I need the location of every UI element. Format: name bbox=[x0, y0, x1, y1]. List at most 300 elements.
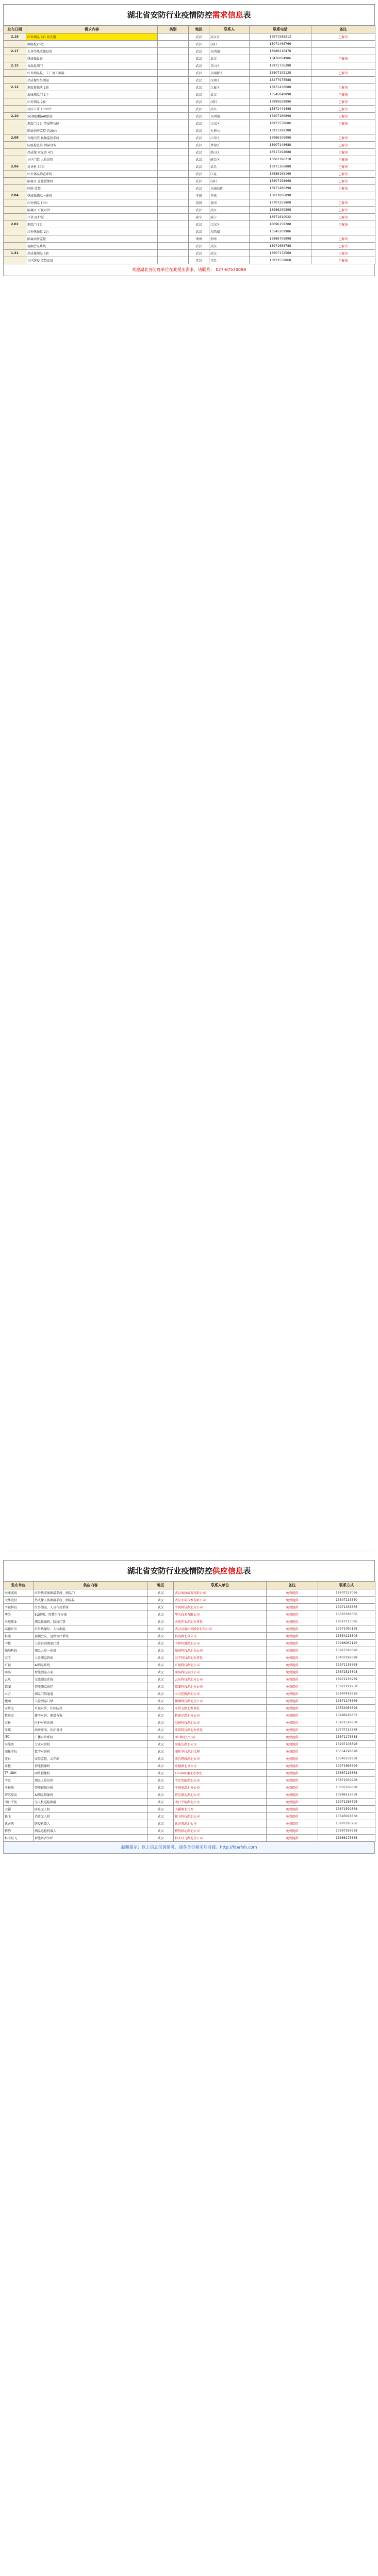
demand-date-cell bbox=[4, 77, 26, 84]
supply-content-cell: 测温人脸识别 bbox=[34, 1777, 148, 1784]
supply-content-cell: 无感测温系统 bbox=[34, 1676, 148, 1683]
supply-phone-cell[interactable]: 13627219958 bbox=[318, 1683, 375, 1690]
supply-company-cell: 科大讯飞 bbox=[4, 1835, 34, 1842]
supply-city-cell: 武汉 bbox=[148, 1604, 174, 1611]
supply-phone-cell[interactable]: 13971288798 bbox=[318, 1799, 375, 1806]
supply-content-cell: 测温巡检机器人 bbox=[34, 1827, 148, 1835]
demand-category-cell bbox=[158, 62, 189, 70]
demand-category-cell bbox=[158, 55, 189, 62]
supply-company-cell: 旷视 bbox=[4, 1662, 34, 1669]
demand-phone-cell[interactable]: 13872558868 bbox=[250, 257, 311, 264]
demand-phone-cell[interactable]: 18696158288 bbox=[250, 221, 311, 228]
demand-column-header: 地区 bbox=[189, 26, 209, 33]
supply-remark-cell: 免费提供 bbox=[267, 1770, 318, 1777]
demand-contact-cell: 江汉区 bbox=[209, 120, 250, 127]
supply-content-cell: 智能测温布控 bbox=[34, 1683, 148, 1690]
supply-content-cell: 网络摄像机 bbox=[34, 1770, 148, 1777]
demand-content-cell: 5G测温帽/AR眼镜 bbox=[26, 113, 158, 120]
supply-phone-cell[interactable]: 13971095138 bbox=[318, 1625, 375, 1633]
demand-column-header: 类别 bbox=[158, 26, 189, 33]
supply-remark-cell: 免费提供 bbox=[267, 1755, 318, 1762]
supply-phone-cell[interactable]: 13607168888 bbox=[318, 1784, 375, 1791]
demand-category-cell bbox=[158, 106, 189, 113]
demand-category-cell bbox=[158, 228, 189, 235]
demand-status-cell bbox=[311, 192, 375, 199]
demand-status-cell bbox=[311, 48, 375, 55]
supply-column-header: 供应内容 bbox=[34, 1582, 148, 1589]
demand-date-cell bbox=[4, 55, 26, 62]
supply-city-cell: 武汉 bbox=[148, 1835, 174, 1842]
supply-contact-org-cell: 安居宝湖北办事处 bbox=[174, 1705, 267, 1712]
demand-city-cell: 武汉 bbox=[189, 98, 209, 106]
supply-phone-cell[interactable]: 13807133580 bbox=[318, 1597, 375, 1604]
supply-phone-cell[interactable]: 13971338866 bbox=[318, 1604, 375, 1611]
supply-city-cell: 武汉 bbox=[148, 1676, 174, 1683]
demand-table-row bbox=[4, 199, 375, 207]
supply-company-cell: 优必选 bbox=[4, 1820, 34, 1827]
supply-table-row bbox=[4, 1748, 375, 1755]
demand-city-cell: 武汉 bbox=[189, 33, 209, 41]
supply-contact-org-cell: 宇视科技湖北分公司 bbox=[174, 1604, 267, 1611]
supply-phone-cell[interactable]: 13667218868 bbox=[318, 1770, 375, 1777]
demand-content-cell: 红外测温仪、工厂复工测温 bbox=[26, 70, 158, 77]
supply-remark-cell: 免费提供 bbox=[267, 1690, 318, 1698]
demand-phone-cell[interactable]: 13971366888 bbox=[250, 163, 311, 171]
demand-contact-cell: 武昌 bbox=[209, 163, 250, 171]
demand-phone-cell[interactable]: 15871441488 bbox=[250, 106, 311, 113]
demand-status-cell: 已解决 bbox=[311, 91, 375, 98]
demand-category-cell bbox=[158, 77, 189, 84]
demand-content-cell: 隔离点 监控摄像机 bbox=[26, 178, 158, 185]
supply-table-row bbox=[4, 1647, 375, 1654]
demand-content-cell: 热成像设备 bbox=[26, 55, 158, 62]
demand-footnote-phone[interactable]: 027-87570098 bbox=[216, 267, 246, 272]
supply-phone-cell[interactable]: 13707113288 bbox=[318, 1726, 375, 1734]
demand-title bbox=[3, 4, 375, 25]
supply-company-cell: ITC bbox=[4, 1734, 34, 1741]
supply-remark-cell: 免费提供 bbox=[267, 1640, 318, 1647]
demand-column-header: 联系人 bbox=[209, 26, 250, 33]
demand-header-row bbox=[4, 26, 375, 33]
supply-table-row bbox=[4, 1827, 375, 1835]
supply-remark-cell: 免费提供 bbox=[267, 1835, 318, 1842]
demand-phone-cell[interactable]: 13207186898 bbox=[250, 113, 311, 120]
supply-phone-cell[interactable]: 13437196698 bbox=[318, 1654, 375, 1662]
supply-company-cell: 千视通 bbox=[4, 1784, 34, 1791]
supply-phone-cell[interactable]: 13554056698 bbox=[318, 1705, 375, 1712]
supply-phone-cell[interactable]: 13871248866 bbox=[318, 1698, 375, 1705]
supply-company-cell: 猎豹 bbox=[4, 1827, 34, 1835]
demand-phone-cell[interactable]: 13971299388 bbox=[250, 127, 311, 134]
supply-phone-cell[interactable]: 13886178868 bbox=[318, 1835, 375, 1842]
demand-phone-cell[interactable]: 13807193128 bbox=[250, 70, 311, 77]
supply-city-cell: 武汉 bbox=[148, 1734, 174, 1741]
supply-city-cell: 武汉 bbox=[148, 1813, 174, 1820]
supply-phone-cell[interactable]: 13807185966 bbox=[318, 1820, 375, 1827]
supply-contact-org-cell: 科大讯飞湖北分公司 bbox=[174, 1835, 267, 1842]
supply-contact-org-cell: 武汉海康威视有限公司 bbox=[174, 1589, 267, 1597]
supply-table-row bbox=[4, 1618, 375, 1625]
demand-contact-cell: 青山区 bbox=[209, 62, 250, 70]
demand-content-cell: 体温检测门 bbox=[26, 62, 158, 70]
supply-table-row bbox=[4, 1762, 375, 1770]
demand-table-row bbox=[4, 250, 375, 257]
demand-city-cell: 武汉 bbox=[189, 70, 209, 77]
demand-content-cell: 社区防疫 监控设备 bbox=[26, 257, 158, 264]
supply-contact-org-cell: TP-LINK湖北办事处 bbox=[174, 1770, 267, 1777]
supply-company-cell: 萤石 bbox=[4, 1755, 34, 1762]
demand-phone-cell[interactable]: 13971588213 bbox=[250, 33, 311, 41]
demand-contact-cell: 汉阳 bbox=[209, 41, 250, 48]
demand-content-cell: 社区口罩 1000个 bbox=[26, 106, 158, 113]
supply-phone-cell[interactable]: 13986218852 bbox=[318, 1712, 375, 1719]
demand-footnote bbox=[3, 264, 375, 276]
supply-remark-cell: 免费提供 bbox=[267, 1705, 318, 1712]
supply-contact-org-cell: 科达湖北分公司 bbox=[174, 1633, 267, 1640]
supply-city-cell: 武汉 bbox=[148, 1647, 174, 1654]
demand-phone-cell[interactable]: 13607172568 bbox=[250, 250, 311, 257]
demand-date-cell: 2.10 bbox=[4, 113, 26, 120]
supply-content-cell: 视频会议、远程诊疗系统 bbox=[34, 1633, 148, 1640]
supply-contact-org-cell: 华为技术有限公司 bbox=[174, 1611, 267, 1618]
demand-table-row bbox=[4, 243, 375, 250]
supply-contact-org-cell: 武汉高德红外股份有限公司 bbox=[174, 1625, 267, 1633]
demand-phone-cell[interactable]: 13986299398 bbox=[250, 207, 311, 214]
supply-contact-org-cell: 海能达湖北公司 bbox=[174, 1741, 267, 1748]
demand-phone-cell[interactable]: 13871436688 bbox=[250, 84, 311, 91]
demand-contact-cell: 东湖高新 bbox=[209, 185, 250, 192]
supply-phone-cell[interactable]: 13971136568 bbox=[318, 1662, 375, 1669]
supply-table-row bbox=[4, 1611, 375, 1618]
demand-table-row bbox=[4, 113, 375, 120]
demand-contact-cell: 孝感 bbox=[209, 192, 250, 199]
demand-status-cell: 已解决 bbox=[311, 163, 375, 171]
supply-city-cell: 武汉 bbox=[148, 1770, 174, 1777]
demand-phone-cell[interactable]: 13476004986 bbox=[250, 55, 311, 62]
demand-date-cell: 2.17 bbox=[4, 48, 26, 55]
demand-category-cell bbox=[158, 33, 189, 41]
supply-content-cell: 广播对讲系统 bbox=[34, 1734, 148, 1741]
supply-content-cell: 消毒无人机 bbox=[34, 1813, 148, 1820]
demand-date-cell: 1.31 bbox=[4, 250, 26, 257]
demand-title-highlight: 需求信息 bbox=[212, 10, 243, 20]
supply-company-cell: 宇泛 bbox=[4, 1777, 34, 1784]
demand-phone-cell[interactable]: 13871736288 bbox=[250, 62, 311, 70]
supply-phone-cell[interactable]: 13872515808 bbox=[318, 1669, 375, 1676]
supply-phone-cell[interactable]: 13971668896 bbox=[318, 1762, 375, 1770]
demand-phone-cell[interactable]: 13971658788 bbox=[250, 243, 311, 250]
demand-category-cell bbox=[158, 142, 189, 149]
supply-content-cell: 测温门禁通道 bbox=[34, 1690, 148, 1698]
supply-column-header: 联系人单位 bbox=[174, 1582, 267, 1589]
supply-phone-cell[interactable]: 15927318890 bbox=[318, 1647, 375, 1654]
supply-content-cell: 红外热成像测温系统、测温门 bbox=[34, 1589, 148, 1597]
demand-date-cell bbox=[4, 235, 26, 243]
demand-date-cell bbox=[4, 199, 26, 207]
demand-table-row bbox=[4, 142, 375, 149]
demand-phone-cell[interactable]: 13872006898 bbox=[250, 192, 311, 199]
supply-phone-cell[interactable]: 13871039968 bbox=[318, 1777, 375, 1784]
demand-phone-cell[interactable]: 18986216478 bbox=[250, 48, 311, 55]
supply-contact-org-cell: 智芯原动湖北公司 bbox=[174, 1791, 267, 1799]
demand-status-cell bbox=[311, 127, 375, 134]
demand-contact-cell: 硚口区 bbox=[209, 156, 250, 163]
demand-content-cell: 红外热像仪 2台 bbox=[26, 228, 158, 235]
demand-table-row bbox=[4, 149, 375, 156]
demand-table-row bbox=[4, 207, 375, 214]
supply-phone-cell[interactable]: 18971236989 bbox=[318, 1676, 375, 1683]
supply-city-cell: 武汉 bbox=[148, 1791, 174, 1799]
demand-date-cell: 2.06 bbox=[4, 163, 26, 171]
demand-contact-cell: 洪山区 bbox=[209, 149, 250, 156]
demand-column-header: 联系电话 bbox=[250, 26, 311, 33]
demand-table-row bbox=[4, 48, 375, 55]
demand-contact-cell: 江岸区 bbox=[209, 134, 250, 142]
supply-phone-cell[interactable]: 13986122638 bbox=[318, 1791, 375, 1799]
supply-city-cell: 武汉 bbox=[148, 1611, 174, 1618]
demand-contact-cell: 武昌 bbox=[209, 106, 250, 113]
demand-city-cell: 武汉 bbox=[189, 149, 209, 156]
supply-phone-cell[interactable]: 13986067126 bbox=[318, 1640, 375, 1647]
supply-company-cell: 云从 bbox=[4, 1676, 34, 1683]
demand-contact-cell: 汉阳 bbox=[209, 98, 250, 106]
demand-content-cell: 热成像测温一体机 bbox=[26, 192, 158, 199]
demand-contact-cell: 武汉市 bbox=[209, 33, 250, 41]
demand-content-cell: 红外体温筛查系统 bbox=[26, 171, 158, 178]
demand-date-cell bbox=[4, 120, 26, 127]
supply-phone-cell[interactable]: 13697356698 bbox=[318, 1827, 375, 1835]
supply-table-row bbox=[4, 1662, 375, 1669]
supply-city-cell: 武汉 bbox=[148, 1633, 174, 1640]
supply-company-cell: TP-LINK bbox=[4, 1770, 34, 1777]
demand-city-cell: 武汉 bbox=[189, 77, 209, 84]
supply-city-cell: 武汉 bbox=[148, 1690, 174, 1698]
supply-table-row bbox=[4, 1806, 375, 1813]
supply-remark-cell: 免费提供 bbox=[267, 1611, 318, 1618]
supply-content-cell: 防疫无人机 bbox=[34, 1806, 148, 1813]
demand-date-cell bbox=[4, 98, 26, 106]
demand-phone-cell[interactable]: 13607196218 bbox=[250, 156, 311, 163]
demand-table-body bbox=[4, 33, 375, 264]
demand-category-cell bbox=[158, 70, 189, 77]
supply-phone-cell[interactable]: 13871175688 bbox=[318, 1734, 375, 1741]
supply-table-row bbox=[4, 1669, 375, 1676]
demand-content-cell: 防疫检查站 测温设备 bbox=[26, 142, 158, 149]
supply-remark-cell: 免费提供 bbox=[267, 1618, 318, 1625]
demand-column-header: 发布日期 bbox=[4, 26, 26, 33]
demand-phone-cell[interactable]: 13971810022 bbox=[250, 214, 311, 221]
demand-date-cell bbox=[4, 214, 26, 221]
supply-column-header: 备注 bbox=[267, 1582, 318, 1589]
demand-content-cell: 热成像 双光谱 4台 bbox=[26, 149, 158, 156]
supply-remark-cell: 免费提供 bbox=[267, 1820, 318, 1827]
supply-phone-cell[interactable]: 13971519838 bbox=[318, 1719, 375, 1726]
demand-phone-cell[interactable]: 13545209986 bbox=[250, 228, 311, 235]
demand-phone-cell[interactable]: 13517294688 bbox=[250, 149, 311, 156]
demand-city-cell: 武汉 bbox=[189, 113, 209, 120]
demand-table-row bbox=[4, 62, 375, 70]
supply-company-cell: 科达 bbox=[4, 1633, 34, 1640]
demand-city-cell: 武汉 bbox=[189, 171, 209, 178]
supply-phone-cell[interactable]: 13545158868 bbox=[318, 1755, 375, 1762]
supply-remark-cell: 免费提供 bbox=[267, 1625, 318, 1633]
demand-phone-cell[interactable]: 13886185166 bbox=[250, 171, 311, 178]
supply-company-cell: 明日宇航 bbox=[4, 1799, 34, 1806]
supply-contact-org-cell: 旷视科技湖北公司 bbox=[174, 1662, 267, 1669]
supply-company-cell: 冠林 bbox=[4, 1719, 34, 1726]
demand-table-row bbox=[4, 178, 375, 185]
supply-content-cell: 人脸测温终端 bbox=[34, 1654, 148, 1662]
demand-phone-cell[interactable]: 13707255808 bbox=[250, 199, 311, 207]
supply-content-cell: 5G视频、智慧医疗方案 bbox=[34, 1611, 148, 1618]
supply-remark-cell: 免费提供 bbox=[267, 1806, 318, 1813]
demand-category-cell bbox=[158, 120, 189, 127]
demand-table-row bbox=[4, 70, 375, 77]
supply-table-row bbox=[4, 1835, 375, 1842]
demand-status-cell: 已解决 bbox=[311, 178, 375, 185]
supply-column-header: 地区 bbox=[148, 1582, 174, 1589]
demand-date-cell: 2.19 bbox=[4, 33, 26, 41]
supply-content-cell: 测温人脸一体机 bbox=[34, 1647, 148, 1654]
demand-content-cell: 测温门 2台 带报警功能 bbox=[26, 120, 158, 127]
supply-contact-org-cell: 武汉大华技术有限公司 bbox=[174, 1597, 267, 1604]
supply-table-row bbox=[4, 1791, 375, 1799]
demand-contact-cell: 江汉区 bbox=[209, 221, 250, 228]
demand-city-cell: 宜昌 bbox=[189, 257, 209, 264]
supply-table-row bbox=[4, 1719, 375, 1726]
demand-content-cell: 测温门 3台 bbox=[26, 221, 158, 228]
supply-content-cell: 病房呼叫、医护对讲 bbox=[34, 1726, 148, 1734]
supply-phone-cell[interactable]: 13871599868 bbox=[318, 1806, 375, 1813]
demand-date-cell bbox=[4, 228, 26, 235]
demand-date-cell: 2.15 bbox=[4, 62, 26, 70]
supply-remark-cell: 免费提供 bbox=[267, 1762, 318, 1770]
demand-phone-cell[interactable]: 18971558686 bbox=[250, 120, 311, 127]
demand-city-cell: 武汉 bbox=[189, 106, 209, 113]
demand-status-cell: 已解决 bbox=[311, 33, 375, 41]
supply-table-row bbox=[4, 1777, 375, 1784]
supply-phone-cell[interactable]: 13554218808 bbox=[318, 1633, 375, 1640]
demand-phone-cell[interactable]: 13277975588 bbox=[250, 77, 311, 84]
demand-contact-cell: 宜昌 bbox=[209, 257, 250, 264]
demand-phone-cell[interactable]: 13971486298 bbox=[250, 185, 311, 192]
demand-table-row bbox=[4, 106, 375, 113]
demand-phone-cell[interactable]: 13986106996 bbox=[250, 134, 311, 142]
demand-phone-cell[interactable]: 18907148688 bbox=[250, 142, 311, 149]
demand-category-cell bbox=[158, 127, 189, 134]
supply-contact-org-cell: 熵基科技湖北分公司 bbox=[174, 1647, 267, 1654]
supply-remark-cell: 免费提供 bbox=[267, 1669, 318, 1676]
supply-table-row bbox=[4, 1633, 375, 1640]
supply-phone-cell[interactable]: 15997418826 bbox=[318, 1690, 375, 1698]
supply-content-cell: 人脸识别测温门禁 bbox=[34, 1640, 148, 1647]
demand-city-cell: 武汉 bbox=[189, 62, 209, 70]
supply-company-cell: 依图 bbox=[4, 1683, 34, 1690]
supply-column-header: 联系方式 bbox=[318, 1582, 375, 1589]
supply-contact-org-cell: 中控智慧湖北公司 bbox=[174, 1640, 267, 1647]
demand-category-cell bbox=[158, 207, 189, 214]
demand-status-cell: 已解决 bbox=[311, 106, 375, 113]
supply-table-body bbox=[4, 1589, 375, 1842]
supply-phone-cell[interactable]: 13545078868 bbox=[318, 1813, 375, 1820]
demand-table-row bbox=[4, 235, 375, 243]
demand-contact-cell: 蔡甸区 bbox=[209, 142, 250, 149]
demand-status-cell: 已解决 bbox=[311, 207, 375, 214]
supply-column-header: 发布单位 bbox=[4, 1582, 34, 1589]
demand-category-cell bbox=[158, 163, 189, 171]
supply-city-cell: 武汉 bbox=[148, 1719, 174, 1726]
demand-content-cell: 红外测温 8台 双光谱 bbox=[26, 33, 158, 41]
supply-company-cell: 汉王 bbox=[4, 1654, 34, 1662]
supply-contact-org-cell: 天地伟业湖北办事处 bbox=[174, 1618, 267, 1625]
supply-content-cell: 热成像人体测温系统、测温仪 bbox=[34, 1597, 148, 1604]
supply-phone-cell[interactable]: 18627113696 bbox=[318, 1618, 375, 1625]
demand-status-cell: 已解决 bbox=[311, 55, 375, 62]
supply-contact-org-cell: 依图科技湖北分公司 bbox=[174, 1683, 267, 1690]
supply-company-cell: 华为 bbox=[4, 1611, 34, 1618]
demand-contact-cell: 江夏区 bbox=[209, 84, 250, 91]
supply-sheet bbox=[3, 1560, 375, 1854]
demand-category-cell bbox=[158, 41, 189, 48]
supply-remark-cell: 免费提供 bbox=[267, 1748, 318, 1755]
supply-phone-cell[interactable]: 13307186666 bbox=[318, 1611, 375, 1618]
supply-phone-cell[interactable]: 13554198898 bbox=[318, 1748, 375, 1755]
demand-category-cell bbox=[158, 149, 189, 156]
demand-date-cell bbox=[4, 70, 26, 77]
demand-date-cell bbox=[4, 41, 26, 48]
supply-contact-org-cell: 捷顺科技湖北分公司 bbox=[174, 1698, 267, 1705]
demand-date-cell bbox=[4, 207, 26, 214]
demand-table-row bbox=[4, 228, 375, 235]
supply-table-row bbox=[4, 1625, 375, 1633]
demand-phone-cell[interactable]: 15071468766 bbox=[250, 41, 311, 48]
demand-category-cell bbox=[158, 192, 189, 199]
demand-column-header: 备注 bbox=[311, 26, 375, 33]
supply-contact-org-cell: 立方控股湖北公司 bbox=[174, 1690, 267, 1698]
demand-phone-cell[interactable]: 13995628896 bbox=[250, 98, 311, 106]
supply-company-cell: 海能达 bbox=[4, 1741, 34, 1748]
demand-table-row bbox=[4, 127, 375, 134]
supply-phone-cell[interactable]: 13907108898 bbox=[318, 1741, 375, 1748]
demand-date-cell bbox=[4, 185, 26, 192]
supply-phone-cell[interactable]: 18607157066 bbox=[318, 1589, 375, 1597]
demand-contact-cell: 武汉 bbox=[209, 243, 250, 250]
supply-table-row bbox=[4, 1820, 375, 1827]
demand-status-cell bbox=[311, 62, 375, 70]
supply-title bbox=[3, 1560, 375, 1581]
demand-table-row bbox=[4, 171, 375, 178]
demand-content-cell: 对讲机 50台 bbox=[26, 163, 158, 171]
demand-phone-cell[interactable]: 13886706898 bbox=[250, 235, 311, 243]
supply-city-cell: 武汉 bbox=[148, 1748, 174, 1755]
demand-content-cell: 大华等热成像设备 bbox=[26, 48, 158, 55]
supply-contact-org-cell: 狄耐克湖北分公司 bbox=[174, 1712, 267, 1719]
demand-category-cell bbox=[158, 113, 189, 120]
demand-status-cell: 已解决 bbox=[311, 171, 375, 178]
supply-table-row bbox=[4, 1698, 375, 1705]
demand-phone-cell[interactable]: 13545048898 bbox=[250, 91, 311, 98]
demand-status-cell: 已解决 bbox=[311, 250, 375, 257]
supply-city-cell: 武汉 bbox=[148, 1777, 174, 1784]
demand-phone-cell[interactable]: 13307158968 bbox=[250, 178, 311, 185]
supply-content-cell: 智能摄像机 bbox=[34, 1762, 148, 1770]
supply-footnote-text: 温馨提示：以上信息仅供参考，请各单位核实后对接。http://hbafxh.com bbox=[121, 1845, 257, 1850]
supply-table-row bbox=[4, 1726, 375, 1734]
demand-category-cell bbox=[158, 156, 189, 163]
demand-footnote-text: 欢迎湖北各防疫单位在此提出需求，请联系： bbox=[132, 267, 215, 272]
supply-table-row bbox=[4, 1712, 375, 1719]
supply-city-cell: 武汉 bbox=[148, 1784, 174, 1791]
